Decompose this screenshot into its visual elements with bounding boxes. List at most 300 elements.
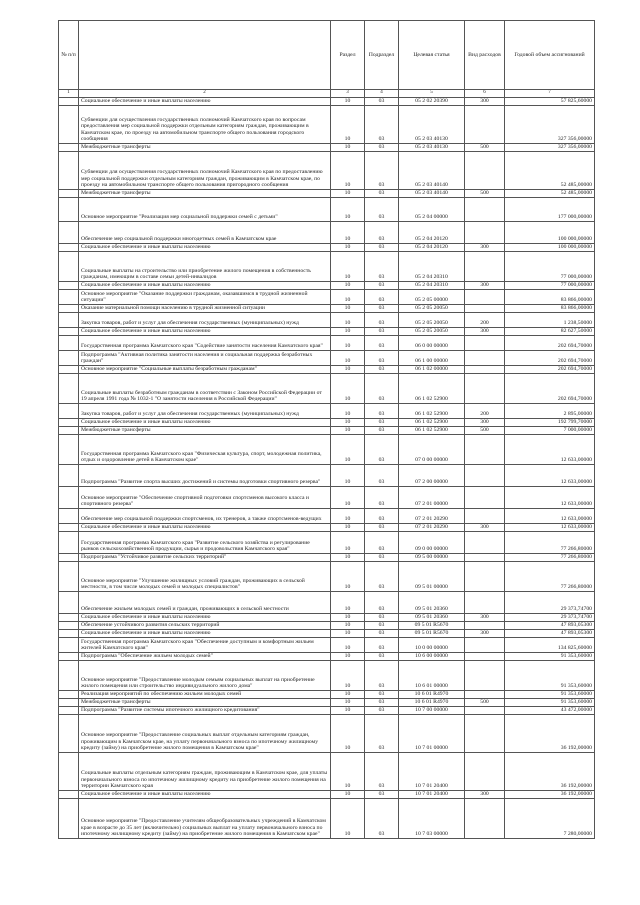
table-row — [59, 799, 595, 839]
row-expense — [465, 753, 505, 791]
row-target: 10 7 01 00000 — [399, 715, 465, 753]
row-num — [59, 419, 79, 427]
row-target: 10 0 00 00000 — [399, 638, 465, 653]
row-num — [59, 661, 79, 691]
row-subsection: 03 — [365, 487, 399, 509]
row-section: 10 — [331, 98, 365, 106]
row-target: 09 5 01 R5670 — [399, 630, 465, 638]
row-subsection: 03 — [365, 592, 399, 614]
row-expense — [465, 366, 505, 374]
row-section: 10 — [331, 152, 365, 190]
row-section: 10 — [331, 707, 365, 715]
row-section: 10 — [331, 144, 365, 152]
row-target: 07 2 01 00000 — [399, 487, 465, 509]
row-section: 10 — [331, 427, 365, 435]
row-name: Социальное обеспечение и иные выплаты населению — [79, 328, 331, 336]
table-row — [59, 592, 595, 614]
row-num — [59, 366, 79, 374]
row-amount: 134 825,60000 — [505, 638, 595, 653]
row-num — [59, 404, 79, 419]
row-num — [59, 524, 79, 532]
row-target: 10 7 01 20400 — [399, 753, 465, 791]
row-amount: 192 799,70000 — [505, 419, 595, 427]
row-expense: 200 — [465, 313, 505, 328]
row-expense — [465, 562, 505, 592]
row-subsection: 03 — [365, 404, 399, 419]
row-name: Социальные выплаты на строительство или приобретение жилого помещения в собственность гражданам, имеющим в составе семьи детей-инвалидов — [79, 252, 331, 282]
row-subsection: 03 — [365, 614, 399, 622]
row-target: 05 2 05 20050 — [399, 313, 465, 328]
row-expense — [465, 661, 505, 691]
row-target: 06 0 00 00000 — [399, 336, 465, 351]
row-amount: 91 353,60000 — [505, 699, 595, 707]
row-expense: 500 — [465, 699, 505, 707]
row-subsection: 03 — [365, 630, 399, 638]
row-subsection: 03 — [365, 144, 399, 152]
row-target: 09 0 00 00000 — [399, 532, 465, 554]
table-row — [59, 791, 595, 799]
header-subsection: Подраздел — [365, 21, 399, 90]
table-row — [59, 715, 595, 753]
row-name: Межбюджетные трансферты — [79, 144, 331, 152]
row-amount: 202 694,70000 — [505, 336, 595, 351]
row-target: 07 0 00 00000 — [399, 435, 465, 465]
row-target: 05 2 05 00000 — [399, 290, 465, 305]
row-section: 10 — [331, 791, 365, 799]
table-row — [59, 427, 595, 435]
row-expense — [465, 252, 505, 282]
row-num — [59, 328, 79, 336]
table-row — [59, 190, 595, 198]
row-name: Социальное обеспечение и иные выплаты населению — [79, 282, 331, 290]
row-subsection: 03 — [365, 198, 399, 222]
row-amount: 7 280,00000 — [505, 799, 595, 839]
row-subsection: 03 — [365, 532, 399, 554]
row-section: 10 — [331, 661, 365, 691]
table-row — [59, 222, 595, 244]
row-expense — [465, 305, 505, 313]
row-section: 10 — [331, 465, 365, 487]
row-target: 06 1 02 52900 — [399, 419, 465, 427]
row-target: 05 2 04 20120 — [399, 222, 465, 244]
row-amount: 2 895,00000 — [505, 404, 595, 419]
row-subsection: 03 — [365, 562, 399, 592]
budget-table — [58, 20, 595, 839]
header-target: Целевая статья — [399, 21, 465, 90]
colnum-3: 3 — [331, 90, 365, 98]
row-expense: 300 — [465, 630, 505, 638]
row-name: Основное мероприятие "Предоставление молодым семьям социальных выплат на приобретение жилого помещения или строительство индивидуального жилого дома" — [79, 661, 331, 691]
row-expense — [465, 509, 505, 524]
row-num — [59, 799, 79, 839]
row-num — [59, 532, 79, 554]
table-row — [59, 509, 595, 524]
row-subsection: 03 — [365, 799, 399, 839]
row-name: Подпрограмма "Устойчивое развитие сельских территорий" — [79, 554, 331, 562]
row-name: Оказание материальной помощи населению в трудной жизненной ситуации — [79, 305, 331, 313]
row-subsection: 03 — [365, 366, 399, 374]
row-subsection: 03 — [365, 753, 399, 791]
row-subsection: 03 — [365, 222, 399, 244]
row-num — [59, 592, 79, 614]
row-num — [59, 753, 79, 791]
row-subsection: 03 — [365, 653, 399, 661]
row-expense: 500 — [465, 144, 505, 152]
row-name: Социальное обеспечение и иные выплаты населению — [79, 419, 331, 427]
row-amount: 36 192,00000 — [505, 791, 595, 799]
row-expense: 500 — [465, 427, 505, 435]
row-amount: 57 825,60000 — [505, 98, 595, 106]
row-subsection: 03 — [365, 715, 399, 753]
row-target: 07 2 00 00000 — [399, 465, 465, 487]
row-target: 05 2 05 20050 — [399, 328, 465, 336]
row-name: Государственная программа Камчатского края "Содействие занятости населения Камчатского края" — [79, 336, 331, 351]
row-section: 10 — [331, 562, 365, 592]
row-amount: 83 866,00000 — [505, 290, 595, 305]
header-num: № п/п — [59, 21, 79, 90]
row-name: Социальное обеспечение и иные выплаты населению — [79, 524, 331, 532]
row-name: Обеспечение жильем молодых семей и граждан, проживающих в сельской местности — [79, 592, 331, 614]
row-amount: 202 694,70000 — [505, 366, 595, 374]
row-section: 10 — [331, 554, 365, 562]
row-section: 10 — [331, 374, 365, 404]
row-section: 10 — [331, 290, 365, 305]
row-target: 10 6 01 R4970 — [399, 699, 465, 707]
row-section: 10 — [331, 252, 365, 282]
row-amount: 91 353,60000 — [505, 661, 595, 691]
row-target: 06 1 00 00000 — [399, 351, 465, 366]
row-subsection: 03 — [365, 791, 399, 799]
row-target: 05 2 03 40140 — [399, 190, 465, 198]
row-subsection: 03 — [365, 336, 399, 351]
row-section: 10 — [331, 244, 365, 252]
row-num — [59, 106, 79, 144]
table-row — [59, 638, 595, 653]
row-amount: 77 000,00000 — [505, 282, 595, 290]
colnum-7: 7 — [505, 90, 595, 98]
row-target: 09 5 01 R5670 — [399, 622, 465, 630]
row-expense: 300 — [465, 614, 505, 622]
row-subsection: 03 — [365, 106, 399, 144]
row-name: Основное мероприятие "Предоставление учителям общеобразовательных учреждений в Камчатском крае в возрасте до 35 лет (включительно) социальных выплат на уплату первоначального взноса по ипотечному жилищному кредиту (займу) на приобретение жилого помещения в Камчатском крае" — [79, 799, 331, 839]
table-row — [59, 328, 595, 336]
table-row — [59, 106, 595, 144]
row-name: Социальное обеспечение и иные выплаты населению — [79, 98, 331, 106]
table-row — [59, 562, 595, 592]
row-section: 10 — [331, 336, 365, 351]
row-num — [59, 336, 79, 351]
row-target: 10 7 01 20400 — [399, 791, 465, 799]
row-target: 05 2 04 20310 — [399, 282, 465, 290]
row-amount: 7 000,00000 — [505, 427, 595, 435]
row-num — [59, 152, 79, 190]
table-row — [59, 419, 595, 427]
row-expense — [465, 622, 505, 630]
row-name: Подпрограмма "Обеспечение жильем молодых семей" — [79, 653, 331, 661]
table-row — [59, 699, 595, 707]
row-section: 10 — [331, 198, 365, 222]
row-section: 10 — [331, 487, 365, 509]
row-num — [59, 435, 79, 465]
table-row — [59, 614, 595, 622]
row-num — [59, 282, 79, 290]
row-subsection: 03 — [365, 699, 399, 707]
row-subsection: 03 — [365, 509, 399, 524]
row-num — [59, 313, 79, 328]
row-amount: 36 192,00000 — [505, 715, 595, 753]
row-target: 07 2 01 20290 — [399, 509, 465, 524]
row-subsection: 03 — [365, 290, 399, 305]
row-section: 10 — [331, 799, 365, 839]
row-subsection: 03 — [365, 252, 399, 282]
table-row — [59, 198, 595, 222]
row-num — [59, 427, 79, 435]
row-section: 10 — [331, 190, 365, 198]
header-section: Раздел — [331, 21, 365, 90]
row-expense: 300 — [465, 791, 505, 799]
row-expense — [465, 715, 505, 753]
row-name: Государственная программа Камчатского края "Физическая культура, спорт, молодежная политика, отдых и оздоровление детей в Камчатском крае" — [79, 435, 331, 465]
row-num — [59, 562, 79, 592]
row-target: 06 1 02 00000 — [399, 366, 465, 374]
row-section: 10 — [331, 691, 365, 699]
row-name: Закупка товаров, работ и услуг для обеспечения государственных (муниципальных) нужд — [79, 313, 331, 328]
row-target: 05 2 04 20310 — [399, 252, 465, 282]
row-target: 10 6 00 00000 — [399, 653, 465, 661]
row-target: 10 6 01 00000 — [399, 661, 465, 691]
row-expense — [465, 707, 505, 715]
row-amount: 47 893,05300 — [505, 622, 595, 630]
row-expense: 300 — [465, 419, 505, 427]
row-subsection: 03 — [365, 638, 399, 653]
table-row — [59, 691, 595, 699]
row-subsection: 03 — [365, 152, 399, 190]
row-num — [59, 98, 79, 106]
row-subsection: 03 — [365, 305, 399, 313]
row-section: 10 — [331, 509, 365, 524]
row-name: Межбюджетные трансферты — [79, 190, 331, 198]
row-expense — [465, 554, 505, 562]
table-body — [59, 98, 595, 839]
colnum-4: 4 — [365, 90, 399, 98]
row-section: 10 — [331, 419, 365, 427]
row-name: Обеспечение мер социальной поддержки многодетных семей в Камчатском крае — [79, 222, 331, 244]
row-amount: 12 633,00000 — [505, 524, 595, 532]
row-amount: 43 472,00000 — [505, 707, 595, 715]
row-subsection: 03 — [365, 554, 399, 562]
row-expense: 200 — [465, 404, 505, 419]
row-num — [59, 487, 79, 509]
table-row — [59, 554, 595, 562]
row-target: 05 2 05 20050 — [399, 305, 465, 313]
row-num — [59, 691, 79, 699]
row-expense — [465, 487, 505, 509]
row-name: Подпрограмма "Развитие системы ипотечного жилищного кредитования" — [79, 707, 331, 715]
row-amount: 36 192,00000 — [505, 753, 595, 791]
table-row — [59, 524, 595, 532]
row-section: 10 — [331, 524, 365, 532]
row-subsection: 03 — [365, 707, 399, 715]
row-subsection: 03 — [365, 661, 399, 691]
row-name: Основное мероприятие "Реализация мер социальной поддержки семей с детьми" — [79, 198, 331, 222]
row-expense — [465, 198, 505, 222]
row-target: 05 2 04 00000 — [399, 198, 465, 222]
row-section: 10 — [331, 614, 365, 622]
row-amount: 83 866,00000 — [505, 305, 595, 313]
row-num — [59, 653, 79, 661]
row-name: Подпрограмма "Активная политика занятости населения и социальная поддержка безработных граждан" — [79, 351, 331, 366]
row-expense — [465, 336, 505, 351]
row-target: 09 5 01 00000 — [399, 562, 465, 592]
row-expense — [465, 374, 505, 404]
table-row — [59, 532, 595, 554]
row-name: Основное мероприятие "Обеспечение спортивной подготовки спортсменов высокого класса и спортивного резерва" — [79, 487, 331, 509]
row-subsection: 03 — [365, 524, 399, 532]
row-amount: 29 373,74700 — [505, 592, 595, 614]
colnum-2: 2 — [79, 90, 331, 98]
row-name: Государственная программа Камчатского края "Обеспечение доступным и комфортным жильем жителей Камчатского края" — [79, 638, 331, 653]
row-target: 05 2 03 40140 — [399, 152, 465, 190]
row-section: 10 — [331, 328, 365, 336]
header-name — [79, 21, 331, 90]
row-section: 10 — [331, 715, 365, 753]
row-name: Социальное обеспечение и иные выплаты населению — [79, 630, 331, 638]
row-subsection: 03 — [365, 328, 399, 336]
column-number-row — [59, 90, 595, 98]
row-section: 10 — [331, 222, 365, 244]
row-section: 10 — [331, 351, 365, 366]
row-amount: 1 238,50000 — [505, 313, 595, 328]
row-name: Основное мероприятие "Предоставление социальных выплат отдельным категориям граждан, проживающим в Камчатском крае, на уплату первоначального взноса по ипотечному жилищному кредиту (займу) на приобретение жилого помещения в Камчатском крае" — [79, 715, 331, 753]
row-target: 07 2 01 20290 — [399, 524, 465, 532]
row-amount: 12 633,00000 — [505, 487, 595, 509]
row-target: 09 5 01 20360 — [399, 592, 465, 614]
header-amount: Годовой объем ассигнований — [505, 21, 595, 90]
row-expense — [465, 638, 505, 653]
row-name: Обеспечение устойчивого развития сельских территорий — [79, 622, 331, 630]
row-expense — [465, 290, 505, 305]
colnum-1: 1 — [59, 90, 79, 98]
row-name: Субвенции для осуществления государственных полномочий Камчатского края по вопросам предоставления мер социальной поддержки отдельным категориям граждан, проживающим в Камчатском крае, по проезду на автомобильном транспорте общего пользования городского сообщения — [79, 106, 331, 144]
row-num — [59, 465, 79, 487]
row-expense — [465, 465, 505, 487]
row-amount: 202 694,70000 — [505, 351, 595, 366]
row-section: 10 — [331, 366, 365, 374]
table-row — [59, 152, 595, 190]
row-amount: 100 000,00000 — [505, 222, 595, 244]
row-name: Субвенции для осуществления государственных полномочий Камчатского края по предоставлению мер социальной поддержки отдельным категориям граждан, проживающим в Камчатском крае, по проезду на автомобильном транспорте общего пользования пригородного сообщения — [79, 152, 331, 190]
table-row — [59, 374, 595, 404]
row-num — [59, 638, 79, 653]
table-row — [59, 661, 595, 691]
row-amount: 52 485,00000 — [505, 152, 595, 190]
row-num — [59, 198, 79, 222]
row-target: 06 1 02 52900 — [399, 427, 465, 435]
table-row — [59, 435, 595, 465]
row-expense — [465, 351, 505, 366]
row-expense: 300 — [465, 524, 505, 532]
row-num — [59, 614, 79, 622]
row-amount: 327 356,00000 — [505, 106, 595, 144]
row-target: 10 7 03 00000 — [399, 799, 465, 839]
row-num — [59, 244, 79, 252]
row-subsection: 03 — [365, 282, 399, 290]
row-section: 10 — [331, 404, 365, 419]
table-row — [59, 252, 595, 282]
row-num — [59, 715, 79, 753]
row-expense — [465, 653, 505, 661]
row-name: Социальные выплаты безработным гражданам в соответствии с Законом Российской Федерации от 19 апреля 1991 года № 1032-1 "О занятости населения в Российской Федерации" — [79, 374, 331, 404]
row-subsection: 03 — [365, 190, 399, 198]
row-num — [59, 374, 79, 404]
row-expense — [465, 435, 505, 465]
row-subsection: 03 — [365, 419, 399, 427]
row-name: Обеспечение мер социальной поддержки спортсменов, их тренеров, а также спортсменов-ведущих — [79, 509, 331, 524]
table-row — [59, 336, 595, 351]
header-row — [59, 21, 595, 90]
row-section: 10 — [331, 638, 365, 653]
row-section: 10 — [331, 435, 365, 465]
row-amount: 327 356,00000 — [505, 144, 595, 152]
row-name: Социальные выплаты отдельным категориям граждан, проживающим в Камчатском крае, для уплаты первоначального взноса по ипотечному жилищному кредиту на приобретение жилого помещения на территории Камчатского края — [79, 753, 331, 791]
row-subsection: 03 — [365, 691, 399, 699]
row-expense — [465, 799, 505, 839]
row-expense — [465, 152, 505, 190]
table-row — [59, 98, 595, 106]
row-num — [59, 622, 79, 630]
row-num — [59, 290, 79, 305]
row-amount: 47 893,05300 — [505, 630, 595, 638]
row-expense — [465, 106, 505, 144]
row-section: 10 — [331, 313, 365, 328]
row-target: 09 5 01 20360 — [399, 614, 465, 622]
table-row — [59, 244, 595, 252]
row-expense — [465, 691, 505, 699]
row-num — [59, 791, 79, 799]
row-name: Социальное обеспечение и иные выплаты населению — [79, 244, 331, 252]
row-name: Основное мероприятие "Улучшение жилищных условий граждан, проживающих в сельской местности, в том числе молодых семей и молодых специалистов" — [79, 562, 331, 592]
row-subsection: 03 — [365, 313, 399, 328]
row-amount: 77 266,80000 — [505, 562, 595, 592]
row-amount: 202 694,70000 — [505, 374, 595, 404]
table-row — [59, 290, 595, 305]
header-expense: Вид расходов — [465, 21, 505, 90]
table-row — [59, 707, 595, 715]
row-name: Основное мероприятие "Оказание поддержки гражданам, оказавшимся в трудной жизненной ситуации" — [79, 290, 331, 305]
row-name: Основное мероприятие "Социальные выплаты безработным гражданам" — [79, 366, 331, 374]
row-subsection: 03 — [365, 351, 399, 366]
table-row — [59, 630, 595, 638]
table-row — [59, 487, 595, 509]
row-subsection: 03 — [365, 374, 399, 404]
row-num — [59, 144, 79, 152]
row-name: Межбюджетные трансферты — [79, 699, 331, 707]
row-expense — [465, 592, 505, 614]
row-section: 10 — [331, 282, 365, 290]
row-name: Реализация мероприятий по обеспечению жильем молодых семей — [79, 691, 331, 699]
row-name: Межбюджетные трансферты — [79, 427, 331, 435]
row-section: 10 — [331, 532, 365, 554]
row-name: Социальное обеспечение и иные выплаты населению — [79, 791, 331, 799]
table-row — [59, 465, 595, 487]
row-name: Подпрограмма "Развитие спорта высших достижений и системы подготовки спортивного резерва" — [79, 465, 331, 487]
row-section: 10 — [331, 753, 365, 791]
row-amount: 12 633,00000 — [505, 509, 595, 524]
row-section: 10 — [331, 653, 365, 661]
row-amount: 77 000,00000 — [505, 252, 595, 282]
row-amount: 77 266,80000 — [505, 532, 595, 554]
row-section: 10 — [331, 622, 365, 630]
